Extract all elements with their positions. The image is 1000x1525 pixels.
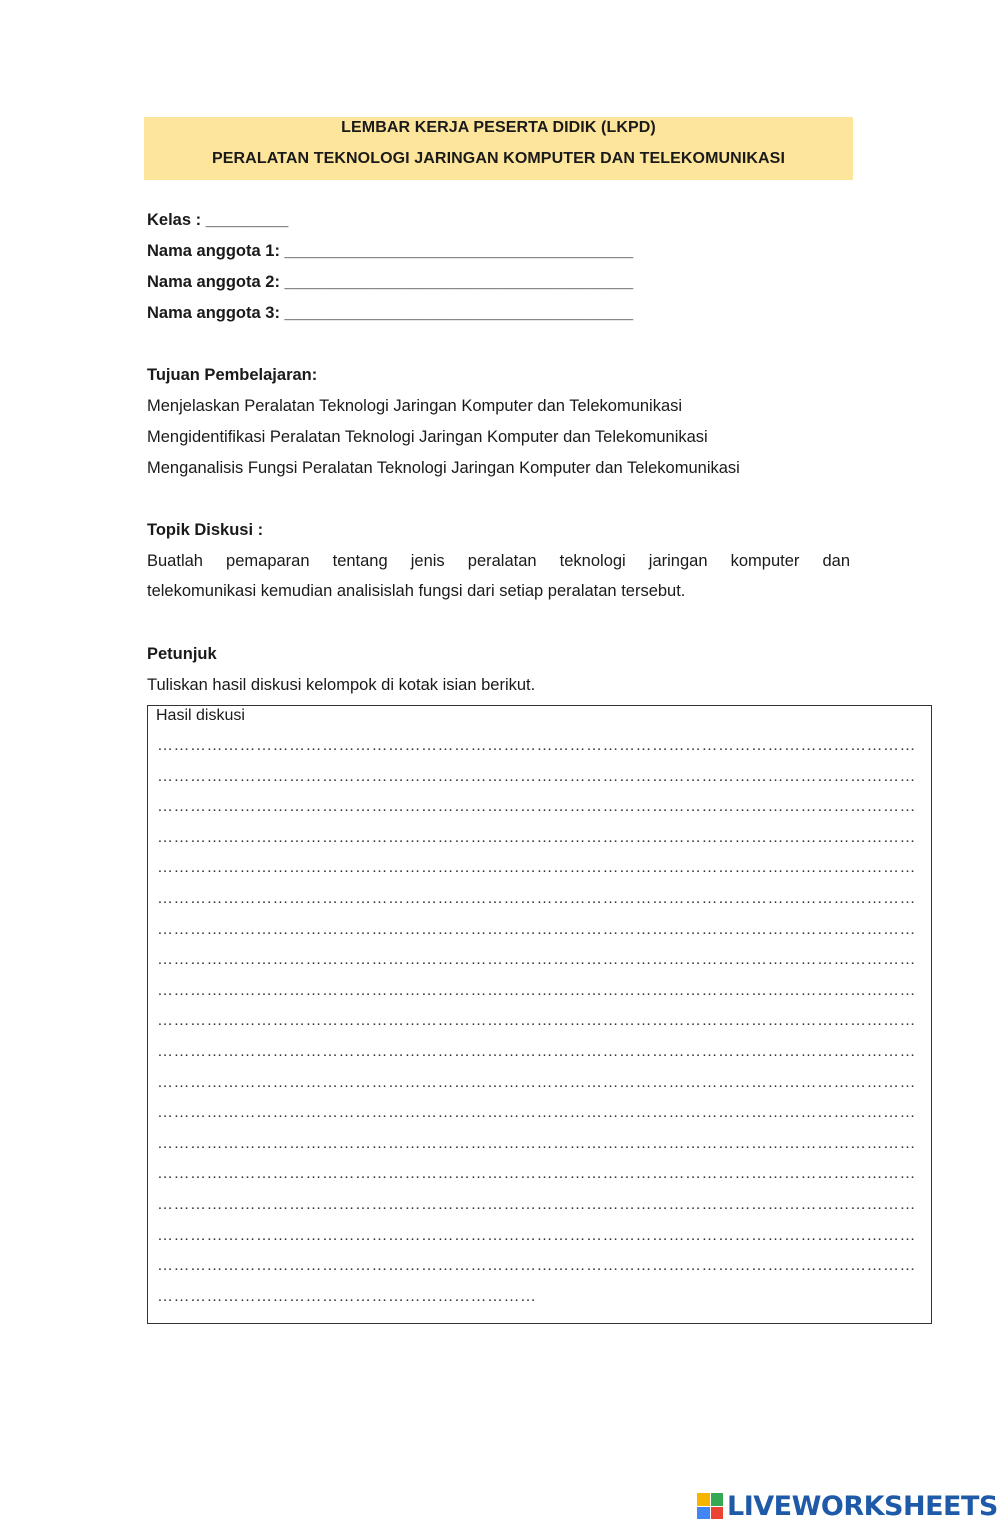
answer-dotted-line[interactable]: ………………………………………………………………………………………………………………………… xyxy=(157,951,916,969)
answer-dotted-line[interactable]: ………………………………………………………………………………………………………………………… xyxy=(157,1134,916,1152)
topik-text-line-2: telekomunikasi kemudian analisislah fungsi dari setiap peralatan tersebut. xyxy=(147,582,686,600)
answer-dotted-line[interactable]: ………………………………………………………………………………………………………………………… xyxy=(157,890,916,907)
answer-dotted-line[interactable]: ………………………………………………………………………………………………………………………… xyxy=(157,798,916,816)
anggota-1-field[interactable]: Nama anggota 1: ______________________________________ xyxy=(147,242,634,260)
anggota-3-field[interactable]: Nama anggota 3: ______________________________________ xyxy=(147,304,634,322)
document-title: LEMBAR KERJA PESERTA DIDIK (LKPD) xyxy=(341,119,656,136)
answer-dotted-line[interactable]: ………………………………………………………………………………………………………………………… xyxy=(157,981,916,999)
answer-dotted-line[interactable]: ………………………………………………………………………………………………………………………… xyxy=(157,828,916,846)
liveworksheets-watermark xyxy=(697,1490,998,1522)
watermark-text: LIVEWORKSHEETS xyxy=(727,1490,998,1522)
header-band xyxy=(144,117,853,180)
topik-text-line-1: Buatlah pemaparan tentang jenis peralatan teknologi jaringan komputer dan xyxy=(147,552,850,570)
answer-dotted-line[interactable]: ………………………………………………………………………………………………………………………… xyxy=(157,920,916,938)
liveworksheets-logo-icon xyxy=(697,1493,723,1519)
answer-dotted-line[interactable]: ………………………………………………………………………………………………………………………… xyxy=(157,859,916,877)
kelas-field[interactable]: Kelas : _________ xyxy=(147,211,289,229)
answer-dotted-line[interactable]: ………………………………………………………………………………………………………………………… xyxy=(157,767,916,785)
topik-heading: Topik Diskusi : xyxy=(147,521,264,539)
tujuan-item: Menganalisis Fungsi Peralatan Teknologi Jaringan Komputer dan Telekomunikasi xyxy=(147,459,740,477)
document-subtitle: PERALATAN TEKNOLOGI JARINGAN KOMPUTER DAN TELEKOMUNIKASI xyxy=(211,150,785,167)
tujuan-item: Menjelaskan Peralatan Teknologi Jaringan Komputer dan Telekomunikasi xyxy=(147,397,683,415)
answer-dotted-line[interactable]: …………………………………………………………… xyxy=(157,1287,537,1305)
answer-dotted-line[interactable]: ………………………………………………………………………………………………………………………… xyxy=(157,1257,916,1275)
answer-dotted-line[interactable]: ………………………………………………………………………………………………………………………… xyxy=(157,737,916,754)
anggota-2-field[interactable]: Nama anggota 2: ______________________________________ xyxy=(147,273,634,291)
answer-box-label: Hasil diskusi xyxy=(156,707,245,724)
answer-dotted-line[interactable]: ………………………………………………………………………………………………………………………… xyxy=(157,1165,916,1183)
answer-dotted-line[interactable]: ………………………………………………………………………………………………………………………… xyxy=(157,1043,916,1060)
answer-dotted-line[interactable]: ………………………………………………………………………………………………………………………… xyxy=(157,1196,916,1213)
answer-box[interactable] xyxy=(147,705,932,1324)
answer-dotted-line[interactable]: ………………………………………………………………………………………………………………………… xyxy=(157,1073,916,1091)
answer-dotted-line[interactable]: ………………………………………………………………………………………………………………………… xyxy=(157,1104,916,1122)
petunjuk-text: Tuliskan hasil diskusi kelompok di kotak isian berikut. xyxy=(147,676,536,694)
tujuan-heading: Tujuan Pembelajaran: xyxy=(147,366,318,384)
tujuan-item: Mengidentifikasi Peralatan Teknologi Jaringan Komputer dan Telekomunikasi xyxy=(147,428,708,446)
petunjuk-heading: Petunjuk xyxy=(147,645,217,663)
answer-dotted-line[interactable]: ………………………………………………………………………………………………………………………… xyxy=(157,1012,916,1030)
answer-dotted-line[interactable]: ………………………………………………………………………………………………………………………… xyxy=(157,1226,916,1244)
